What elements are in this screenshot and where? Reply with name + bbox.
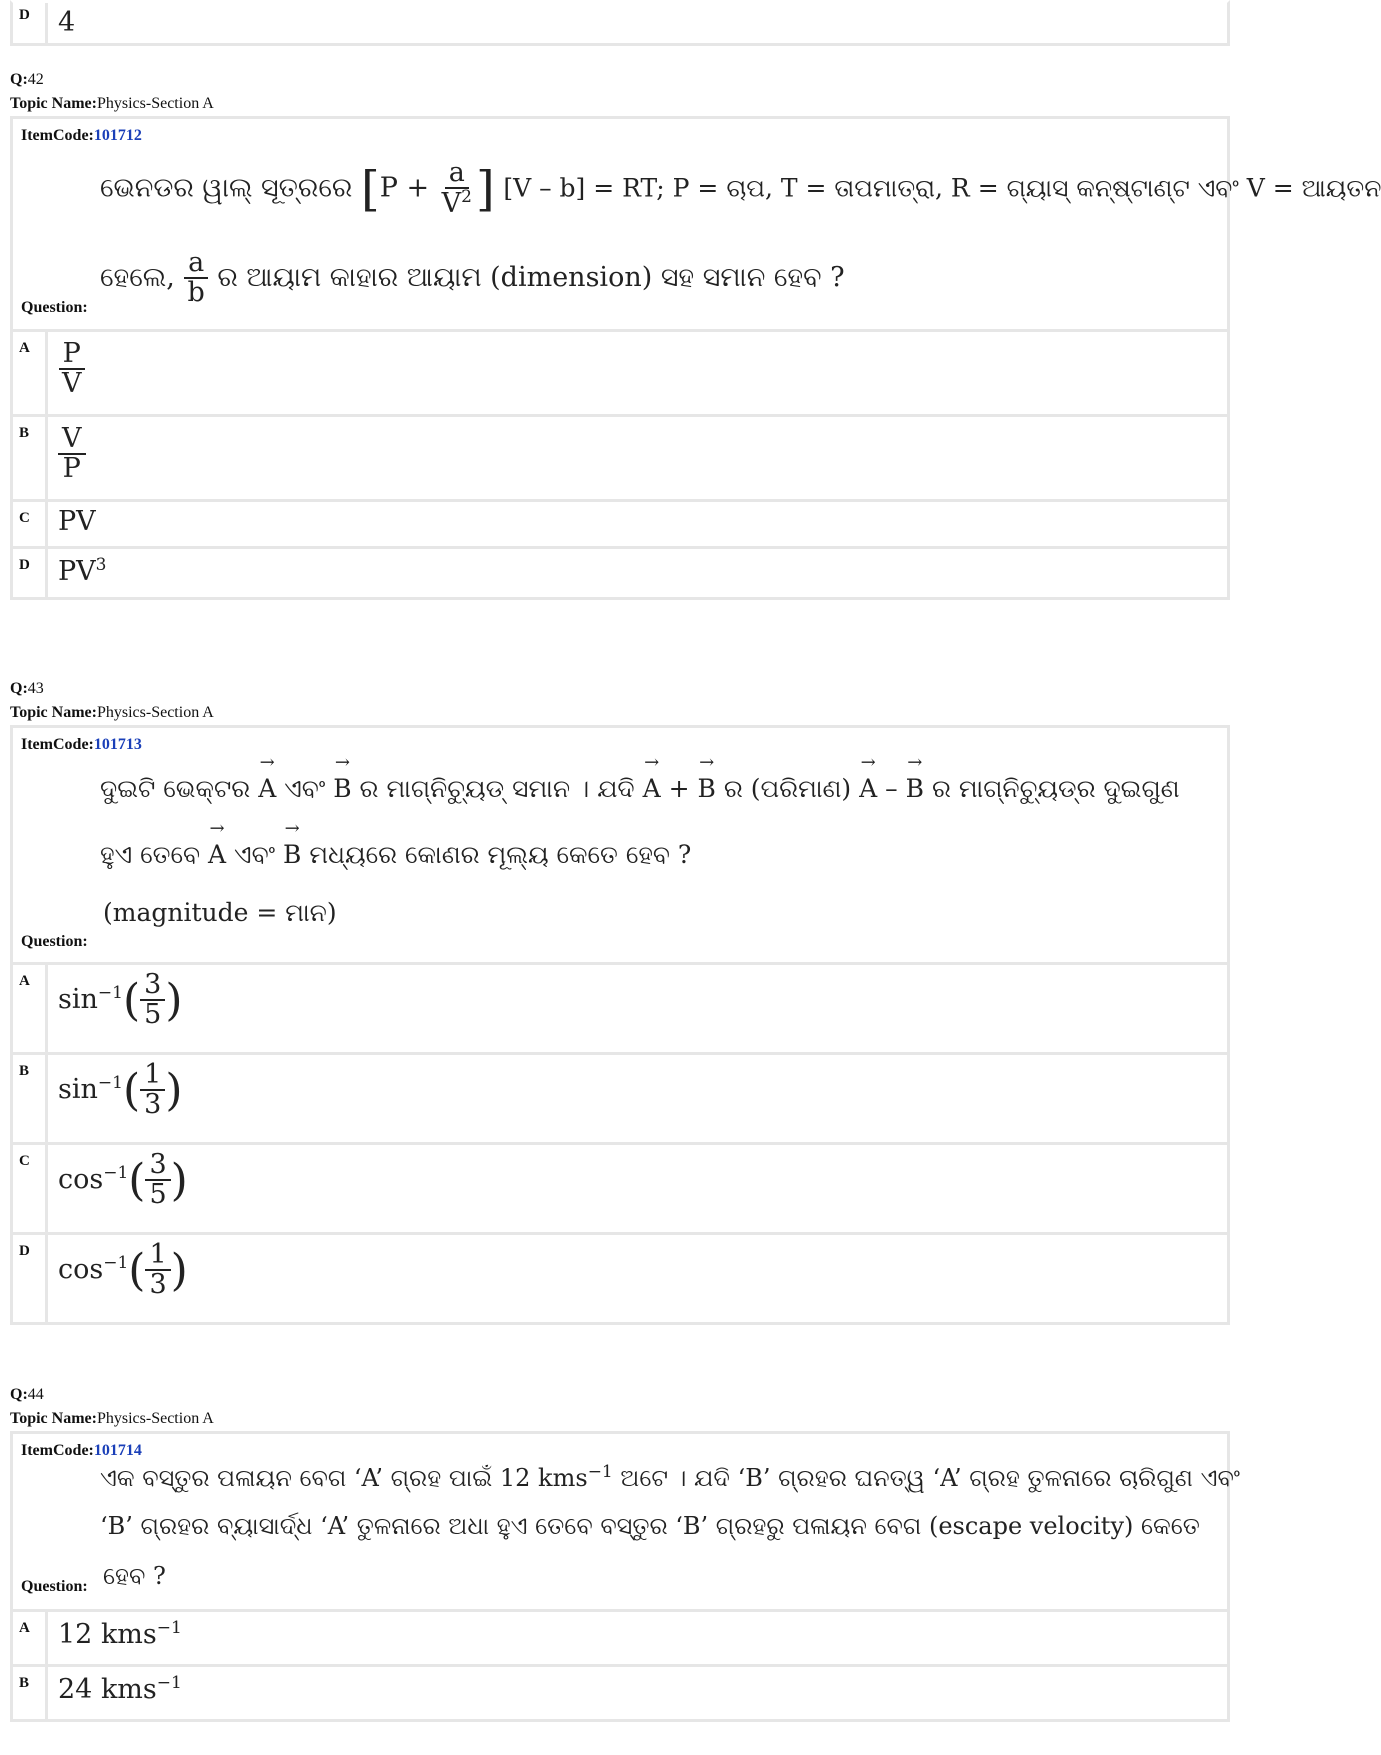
question-number: Q:42 [10,71,44,88]
question-box [10,1431,1240,1612]
option-text: $PV^3$ [58,555,107,587]
question-line-1: ଦୁଇଟି ଭେକ୍ଟର → A ଏବଂ → B ର ମାଗ୍ନିଚ୍ୟୁଡ୍ ସମାନ । ଯଦି → A + → B ର (ପରିମାଣ) → A – → B ର ମାଗ୍ନିଚ୍ୟୁଡ୍ର ଦୁଇଗୁଣ [100,774,1180,804]
option-b[interactable] [10,1667,1230,1722]
topic-name: Topic Name:Physics-Section A [10,95,214,112]
topic-name: Topic Name:Physics-Section A [10,704,214,721]
question-44 [10,1383,1240,1722]
question-line-1: ଭେନଡର ୱାଲ୍ ସୂତ୍ରରେ [P + $\frac{a}{V^2}$ ] [V – b] = RT; P = ଚାପ, T = ତାପମାତ୍ରା, R = ଗ୍ୟାସ୍ କନ୍ଷ୍ଟାଣ୍ଟ ଏବଂ V = ଆୟତନ [100,157,1381,220]
question-box [10,725,1230,965]
question-line-2: ‘B’ ଗ୍ରହର ବ୍ୟାସାର୍ଦ୍ଧ ‘A’ ତୁଳନାରେ ଅଧା ହୁଏ ତେବେ ବସ୍ତୁର ‘B’ ଗ୍ରହରୁ ପଳାୟନ ବେଗ (escape velocity) କେତେ [100,1512,1200,1540]
option-letter: A [13,332,48,414]
option-text: $\sin^{-1}$( $\frac{3}{5}$ ) [58,969,183,1031]
question-42 [10,68,1381,600]
option-text: $\frac{P}{V}$ [48,332,1227,414]
option-text: $\sin^{-1}$( $\frac{1}{3}$ ) [58,1059,183,1121]
question-label: Question: [21,933,88,950]
question-43 [10,677,1230,1325]
option-letter: B [13,1667,48,1719]
option-letter: B [13,1055,48,1142]
option-letter: A [13,1612,48,1664]
question-line-1: ଏକ ବସ୍ତୁର ପଳାୟନ ବେଗ ‘A’ ଗ୍ରହ ପାଇଁ 12 kms$^{-1}$ ଅଟେ । ଯଦି ‘B’ ଗ୍ରହର ଘନତ୍ୱ ‘A’ ଗ୍ରହ ତୁଳନାରେ ଚାରିଗୁଣ ଏବଂ [100,1462,1240,1492]
option-a[interactable] [10,1612,1230,1667]
question-line-2: ହେଲେ, $\frac{a}{b}$ ର ଆୟାମ କାହାର ଆୟାମ (dimension) ସହ ସମାନ ହେବ ? [100,247,845,309]
option-a[interactable] [10,332,1230,417]
option-text: 24 kms$^{-1}$ [58,1673,182,1705]
question-box [10,116,1381,332]
question-number: Q:44 [10,1386,44,1403]
option-text: 4 [58,7,76,38]
question-line-2: ହୁଏ ତେବେ → A ଏବଂ → B ମଧ୍ୟରେ କୋଣର ମୂଲ୍ୟ କେତେ ହେବ ? [100,840,691,870]
option-letter: D [13,3,48,43]
option-text: $\cos^{-1}$( $\frac{1}{3}$ ) [58,1239,188,1301]
topic-name: Topic Name:Physics-Section A [10,1410,214,1427]
option-text: PV [58,506,96,537]
option-d[interactable] [10,549,1230,600]
option-c[interactable] [10,502,1230,549]
option-letter: D [13,1235,48,1322]
item-code: ItemCode:101714 [21,1442,142,1459]
option-text: $\cos^{-1}$( $\frac{3}{5}$ ) [58,1149,188,1211]
previous-question-option-d [10,0,1230,46]
option-letter: B [13,417,48,499]
item-code: ItemCode:101713 [21,736,142,753]
option-a[interactable] [10,965,1230,1055]
option-row[interactable] [10,0,1230,46]
option-b[interactable] [10,417,1230,502]
option-c[interactable] [10,1145,1230,1235]
option-text: 12 kms$^{-1}$ [58,1618,182,1650]
option-letter: C [13,502,48,546]
question-line-3: (magnitude = ମାନ) [103,898,337,927]
question-number: Q:43 [10,680,44,697]
question-label: Question: [21,299,88,316]
question-label: Question: [21,1578,88,1595]
question-line-3: ହେବ ? [103,1562,166,1590]
option-letter: D [13,549,48,597]
item-code: ItemCode:101712 [21,127,142,144]
option-letter: C [13,1145,48,1232]
option-d[interactable] [10,1235,1230,1325]
option-b[interactable] [10,1055,1230,1145]
option-letter: A [13,965,48,1052]
option-text: $\frac{V}{P}$ [48,417,1227,499]
